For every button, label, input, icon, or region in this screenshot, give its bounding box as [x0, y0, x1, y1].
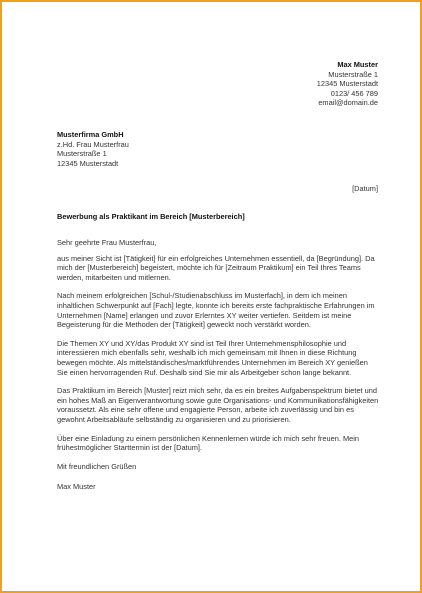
- sender-email: email@domain.de: [318, 98, 378, 108]
- signature: Max Muster: [57, 482, 96, 492]
- sender-name: Max Muster: [337, 60, 378, 69]
- letter-date: [Datum]: [352, 184, 378, 193]
- letter-subject: Bewerbung als Praktikant im Bereich [Musterbereich]: [57, 212, 245, 221]
- body-paragraph: Die Themen XY und XY/das Produkt XY sind ist Teil Ihrer Unternehmensphilosophie und interessieren mich ebenfalls sehr, weshalb ich mich gemeinsam mit Ihnen in diese Richtung bewegen möchte. Als mittelständisches/marktführendes Unternehmen im Bereich XY genießen Sie einen hervorragenden Ruf. Deshalb sind Sie mir als Arbeitgeber schon lange bekannt.: [57, 338, 368, 377]
- body-paragraph: Das Praktikum im Bereich [Muster] reizt mich sehr, da es ein breites Aufgabenspektrum bietet und ein hohes Maß an Eigenverantwortung sowie gute Organisations- und Kommunikationsfähigkeiten voraussetzt. Als eine sehr offene und engagierte Person, arbeite ich zuverlässig und bin es gewohnt Arbeitsabläufe selbständig zu organisieren und zu priorisieren.: [57, 386, 379, 424]
- sender-address: [317, 60, 378, 108]
- recipient-attention: z.Hd. Frau Musterfrau: [57, 139, 129, 149]
- closing: Mit freundlichen Grüßen: [57, 461, 137, 471]
- sender-phone: 0123/ 456 789: [330, 88, 378, 98]
- salutation: Sehr geehrte Frau Musterfrau,: [57, 238, 157, 247]
- letter-body: [57, 238, 379, 501]
- body-paragraph: Über eine Einladung zu einem persönlichen Kennenlernen würde ich mich sehr freuen. Mein frühestmöglicher Starttermin ist der [Datum].: [57, 433, 359, 453]
- sender-city: 12345 Musterstadt: [316, 79, 378, 89]
- body-paragraph: Nach meinem erfolgreichen [Schul-/Studienabschluss im Musterfach], in dem ich meinen inhaltlichen Schwerpunkt auf [Fach] legte, konnte ich bereits erste fachpraktische Erfahrungen im Unternehmen [Name] erlangen und zuvor Erlerntes XY weiter vertiefen. Seitdem ist meine Begeisterung für die Methoden der [Tätigkeit] geweckt noch verstärkt worden.: [57, 291, 375, 330]
- recipient-company: Musterfirma GmbH: [57, 130, 124, 139]
- recipient-street: Musterstraße 1: [57, 149, 107, 159]
- body-paragraph: aus meiner Sicht ist [Tätigkeit] für ein erfolgreiches Unternehmen essentiell, da [Begründung]. Da mich der [Musterbereich] begeistert, möchte ich für [Zeitraum Praktikum] ein Teil Ihres Teams werden, mitarbeiten und mitlernen.: [57, 253, 375, 282]
- sender-street: Musterstraße 1: [328, 69, 378, 79]
- recipient-address: [57, 130, 129, 168]
- recipient-city: 12345 Musterstadt: [57, 158, 119, 168]
